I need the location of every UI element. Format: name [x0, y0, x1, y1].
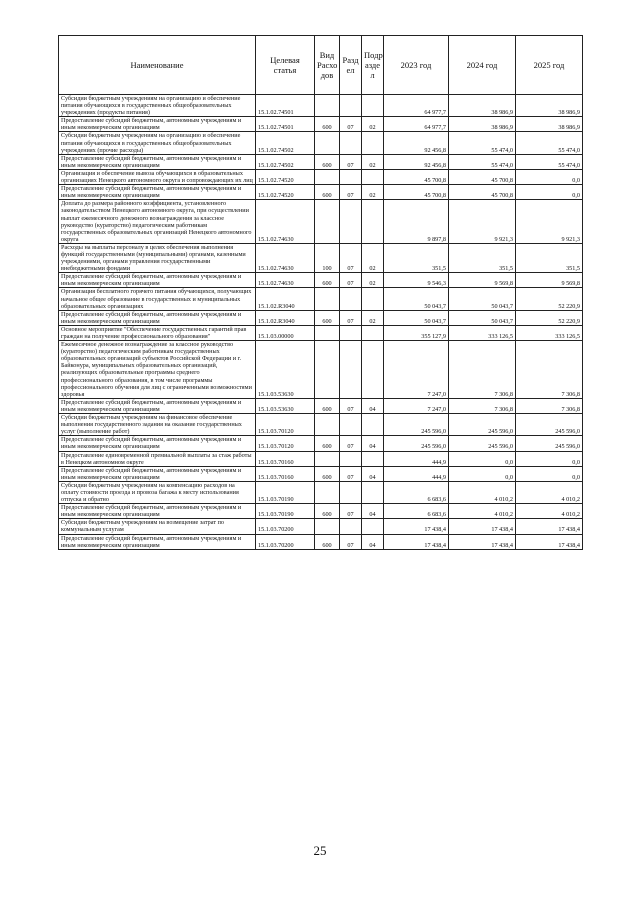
row-section-cell: 07 — [340, 273, 362, 288]
header-year-2025: 2025 год — [516, 36, 583, 95]
row-name-cell: Предоставление субсидий бюджетным, автономным учреждениям и иным некоммерческим организациям — [59, 504, 256, 519]
row-2023-cell: 355 127,9 — [384, 325, 449, 340]
row-section-cell — [340, 519, 362, 534]
row-subsection-cell: 04 — [362, 534, 384, 549]
row-target-article-cell: 15.1.03.70120 — [256, 436, 315, 451]
row-subsection-cell — [362, 451, 384, 466]
row-name-cell: Ежемесячное денежное вознаграждение за классное руководство (кураторство) педагогическим работникам государственных образовательных организаций субъектов Российской Федерации и г. Байконура, муниципальных образовательных организаций, реализующих образовательные программы среднего профессионального образования, в том числе программы профессионального обучения для лиц с ограниченными возможностями здоровья — [59, 341, 256, 399]
row-2023-cell: 17 438,4 — [384, 519, 449, 534]
row-expense-type-cell — [315, 200, 340, 244]
row-2024-cell: 55 474,0 — [449, 132, 516, 154]
row-target-article-cell: 15.1.03.53630 — [256, 341, 315, 399]
row-subsection-cell: 02 — [362, 185, 384, 200]
row-name-cell: Доплата до размера районного коэффициента, установленного законодательством Ненецкого автономного округа, при осуществлении выплат ежемесячного денежного вознаграждения за классное руководство (кураторство) педагогическим работникам государственных образовательных организаций Ненецкого автономного округа — [59, 200, 256, 244]
row-name-cell: Предоставление субсидий бюджетным, автономным учреждениям и иным некоммерческим организациям — [59, 154, 256, 169]
row-2025-cell: 4 010,2 — [516, 481, 583, 503]
page-number: 25 — [313, 843, 327, 858]
row-2025-cell: 9 569,8 — [516, 273, 583, 288]
row-target-article-cell: 15.1.02.74501 — [256, 117, 315, 132]
row-subsection-cell — [362, 95, 384, 117]
row-2023-cell: 64 977,7 — [384, 95, 449, 117]
row-expense-type-cell: 600 — [315, 534, 340, 549]
row-name-cell: Предоставление единовременной премиальной выплаты за стаж работы в Ненецком автономном округе — [59, 451, 256, 466]
row-expense-type-cell — [315, 325, 340, 340]
header-year-2023: 2023 год — [384, 36, 449, 95]
header-name: Наименование — [59, 36, 256, 95]
row-2024-cell: 17 438,4 — [449, 519, 516, 534]
row-section-cell — [340, 95, 362, 117]
row-2025-cell: 4 010,2 — [516, 504, 583, 519]
row-name-cell: Предоставление субсидий бюджетным, автономным учреждениям и иным некоммерческим организациям — [59, 534, 256, 549]
row-2024-cell: 333 126,5 — [449, 325, 516, 340]
row-expense-type-cell: 100 — [315, 243, 340, 272]
row-name-cell: Субсидии бюджетным учреждениям на компенсацию расходов на оплату стоимости проезда и провоза багажа к месту использования отпуска и обратно — [59, 481, 256, 503]
row-subsection-cell: 02 — [362, 273, 384, 288]
row-2023-cell: 50 043,7 — [384, 288, 449, 310]
row-expense-type-cell — [315, 481, 340, 503]
row-2023-cell: 64 977,7 — [384, 117, 449, 132]
row-section-cell — [340, 288, 362, 310]
row-subsection-cell — [362, 132, 384, 154]
table-row — [59, 436, 583, 451]
row-name-cell: Предоставление субсидий бюджетным, автономным учреждениям и иным некоммерческим организациям — [59, 310, 256, 325]
row-2024-cell: 4 010,2 — [449, 504, 516, 519]
row-2023-cell: 92 456,8 — [384, 132, 449, 154]
row-2023-cell: 92 456,8 — [384, 154, 449, 169]
row-subsection-cell — [362, 325, 384, 340]
row-target-article-cell: 15.1.02.R3040 — [256, 310, 315, 325]
row-name-cell: Предоставление субсидий бюджетным, автономным учреждениям и иным некоммерческим организациям — [59, 117, 256, 132]
row-expense-type-cell: 600 — [315, 185, 340, 200]
row-subsection-cell: 02 — [362, 117, 384, 132]
table-row — [59, 519, 583, 534]
row-2025-cell: 52 220,9 — [516, 310, 583, 325]
row-2025-cell: 0,0 — [516, 451, 583, 466]
row-2025-cell: 55 474,0 — [516, 154, 583, 169]
row-expense-type-cell — [315, 414, 340, 436]
header-year-2024: 2024 год — [449, 36, 516, 95]
row-expense-type-cell — [315, 95, 340, 117]
table-row — [59, 325, 583, 340]
row-name-cell: Субсидии бюджетным учреждениям на финансовое обеспечение выполнения государственного задания на оказание государственных услуг (выполнение работ) — [59, 414, 256, 436]
row-2024-cell: 4 010,2 — [449, 481, 516, 503]
budget-table — [58, 35, 583, 550]
row-2025-cell: 7 306,8 — [516, 398, 583, 413]
row-section-cell — [340, 481, 362, 503]
row-section-cell: 07 — [340, 185, 362, 200]
row-expense-type-cell: 600 — [315, 466, 340, 481]
row-2024-cell: 9 921,3 — [449, 200, 516, 244]
row-subsection-cell — [362, 200, 384, 244]
row-2025-cell: 38 986,9 — [516, 95, 583, 117]
row-2023-cell: 45 700,8 — [384, 169, 449, 184]
row-name-cell: Организация и обеспечение вывоза обучающихся в образовательных организациях Ненецкого автономного округа и сопровождающих их лиц — [59, 169, 256, 184]
row-2023-cell: 9 546,3 — [384, 273, 449, 288]
row-expense-type-cell — [315, 451, 340, 466]
row-target-article-cell: 15.1.03.70190 — [256, 504, 315, 519]
table-row — [59, 200, 583, 244]
row-2025-cell: 245 596,0 — [516, 436, 583, 451]
row-2025-cell: 38 986,9 — [516, 117, 583, 132]
row-target-article-cell: 15.1.03.70190 — [256, 481, 315, 503]
header-expense-type: Вид Расхо дов — [315, 36, 340, 95]
table-row — [59, 243, 583, 272]
row-2024-cell: 17 438,4 — [449, 534, 516, 549]
row-section-cell: 07 — [340, 243, 362, 272]
table-row — [59, 466, 583, 481]
row-name-cell: Субсидии бюджетным учреждениям на организацию и обеспечение питания обучающихся в государственных общеобразовательных учреждениях (продукты питания) — [59, 95, 256, 117]
row-subsection-cell: 04 — [362, 466, 384, 481]
row-name-cell: Субсидии бюджетным учреждениям на организацию и обеспечение питания обучающихся в государственных общеобразовательных учреждениях (прочие расходы) — [59, 132, 256, 154]
row-name-cell: Субсидии бюджетным учреждениям на возмещение затрат по коммунальным услугам — [59, 519, 256, 534]
row-2024-cell: 0,0 — [449, 451, 516, 466]
row-expense-type-cell — [315, 169, 340, 184]
row-expense-type-cell: 600 — [315, 398, 340, 413]
row-2023-cell: 50 043,7 — [384, 310, 449, 325]
row-target-article-cell: 15.1.02.74630 — [256, 273, 315, 288]
row-expense-type-cell — [315, 519, 340, 534]
row-name-cell: Организация бесплатного горячего питания обучающихся, получающих начальное общее образование в государственных и муниципальных образовательных организациях — [59, 288, 256, 310]
row-target-article-cell: 15.1.03.53630 — [256, 398, 315, 413]
row-2023-cell: 245 596,0 — [384, 414, 449, 436]
header-subsection: Подр азде л — [362, 36, 384, 95]
table-row — [59, 504, 583, 519]
row-target-article-cell: 15.1.02.74502 — [256, 154, 315, 169]
row-section-cell — [340, 325, 362, 340]
row-name-cell: Предоставление субсидий бюджетным, автономным учреждениям и иным некоммерческим организациям — [59, 466, 256, 481]
row-target-article-cell: 15.1.03.70120 — [256, 414, 315, 436]
row-2025-cell: 0,0 — [516, 185, 583, 200]
row-2025-cell: 17 438,4 — [516, 519, 583, 534]
row-expense-type-cell — [315, 132, 340, 154]
table-row — [59, 534, 583, 549]
table-row — [59, 414, 583, 436]
row-expense-type-cell: 600 — [315, 117, 340, 132]
row-target-article-cell: 15.1.03.70160 — [256, 466, 315, 481]
row-target-article-cell: 15.1.03.70200 — [256, 519, 315, 534]
row-target-article-cell: 15.1.02.74520 — [256, 185, 315, 200]
row-2023-cell: 444,9 — [384, 466, 449, 481]
row-target-article-cell: 15.1.02.74502 — [256, 132, 315, 154]
row-2025-cell: 55 474,0 — [516, 132, 583, 154]
row-name-cell: Предоставление субсидий бюджетным, автономным учреждениям и иным некоммерческим организациям — [59, 273, 256, 288]
row-name-cell: Основное мероприятие "Обеспечение государственных гарантий прав граждан на получение профессионального образования" — [59, 325, 256, 340]
row-target-article-cell: 15.1.02.R3040 — [256, 288, 315, 310]
row-2025-cell: 333 126,5 — [516, 325, 583, 340]
row-name-cell: Предоставление субсидий бюджетным, автономным учреждениям и иным некоммерческим организациям — [59, 398, 256, 413]
row-2023-cell: 9 897,8 — [384, 200, 449, 244]
row-subsection-cell: 02 — [362, 154, 384, 169]
row-target-article-cell: 15.1.02.74630 — [256, 200, 315, 244]
table-row — [59, 117, 583, 132]
row-2024-cell: 245 596,0 — [449, 436, 516, 451]
table-row — [59, 132, 583, 154]
row-subsection-cell: 02 — [362, 243, 384, 272]
row-2024-cell: 0,0 — [449, 466, 516, 481]
row-target-article-cell: 15.1.03.70160 — [256, 451, 315, 466]
row-2023-cell: 7 247,0 — [384, 398, 449, 413]
table-row — [59, 273, 583, 288]
row-name-cell: Предоставление субсидий бюджетным, автономным учреждениям и иным некоммерческим организациям — [59, 185, 256, 200]
row-subsection-cell: 04 — [362, 504, 384, 519]
table-row — [59, 310, 583, 325]
row-2025-cell: 52 220,9 — [516, 288, 583, 310]
row-2023-cell: 444,9 — [384, 451, 449, 466]
row-2024-cell: 55 474,0 — [449, 154, 516, 169]
table-row — [59, 451, 583, 466]
row-2024-cell: 7 306,8 — [449, 398, 516, 413]
row-2024-cell: 38 986,9 — [449, 95, 516, 117]
row-subsection-cell — [362, 481, 384, 503]
row-2023-cell: 45 700,8 — [384, 185, 449, 200]
row-subsection-cell — [362, 519, 384, 534]
row-2024-cell: 50 043,7 — [449, 310, 516, 325]
row-section-cell — [340, 451, 362, 466]
row-2023-cell: 351,5 — [384, 243, 449, 272]
row-section-cell: 07 — [340, 534, 362, 549]
row-2024-cell: 45 700,8 — [449, 185, 516, 200]
row-section-cell — [340, 341, 362, 399]
row-section-cell: 07 — [340, 117, 362, 132]
row-expense-type-cell — [315, 341, 340, 399]
row-section-cell — [340, 200, 362, 244]
row-target-article-cell: 15.1.02.74630 — [256, 243, 315, 272]
table-row — [59, 481, 583, 503]
row-subsection-cell: 04 — [362, 436, 384, 451]
row-2025-cell: 351,5 — [516, 243, 583, 272]
row-2025-cell: 245 596,0 — [516, 414, 583, 436]
row-subsection-cell: 04 — [362, 398, 384, 413]
row-expense-type-cell: 600 — [315, 436, 340, 451]
table-row — [59, 154, 583, 169]
row-2025-cell: 0,0 — [516, 169, 583, 184]
row-2023-cell: 7 247,0 — [384, 341, 449, 399]
table-row — [59, 169, 583, 184]
row-target-article-cell: 15.1.02.74501 — [256, 95, 315, 117]
row-section-cell — [340, 132, 362, 154]
row-2023-cell: 245 596,0 — [384, 436, 449, 451]
row-2024-cell: 7 306,8 — [449, 341, 516, 399]
row-subsection-cell — [362, 341, 384, 399]
row-name-cell: Предоставление субсидий бюджетным, автономным учреждениям и иным некоммерческим организациям — [59, 436, 256, 451]
row-2025-cell: 17 438,4 — [516, 534, 583, 549]
row-subsection-cell — [362, 288, 384, 310]
row-subsection-cell — [362, 169, 384, 184]
row-expense-type-cell: 600 — [315, 310, 340, 325]
row-2023-cell: 17 438,4 — [384, 534, 449, 549]
row-expense-type-cell: 600 — [315, 504, 340, 519]
header-target-article: Целевая статья — [256, 36, 315, 95]
row-2024-cell: 50 043,7 — [449, 288, 516, 310]
row-section-cell: 07 — [340, 398, 362, 413]
table-row — [59, 95, 583, 117]
row-target-article-cell: 15.1.03.70200 — [256, 534, 315, 549]
row-section-cell — [340, 414, 362, 436]
row-target-article-cell: 15.1.03.00000 — [256, 325, 315, 340]
table-row — [59, 341, 583, 399]
row-2024-cell: 351,5 — [449, 243, 516, 272]
table-header-row — [59, 36, 583, 95]
row-section-cell: 07 — [340, 310, 362, 325]
row-target-article-cell: 15.1.02.74520 — [256, 169, 315, 184]
row-section-cell: 07 — [340, 504, 362, 519]
row-expense-type-cell: 600 — [315, 154, 340, 169]
row-2024-cell: 245 596,0 — [449, 414, 516, 436]
row-expense-type-cell — [315, 288, 340, 310]
row-name-cell: Расходы на выплаты персоналу в целях обеспечения выполнения функций государственными (муниципальными) органами, казенными учреждениями, органами управления государственными внебюджетными фондами — [59, 243, 256, 272]
row-section-cell: 07 — [340, 436, 362, 451]
row-expense-type-cell: 600 — [315, 273, 340, 288]
row-section-cell — [340, 169, 362, 184]
row-section-cell: 07 — [340, 466, 362, 481]
header-section: Разд ел — [340, 36, 362, 95]
row-subsection-cell — [362, 414, 384, 436]
row-2024-cell: 38 986,9 — [449, 117, 516, 132]
row-subsection-cell: 02 — [362, 310, 384, 325]
table-row — [59, 185, 583, 200]
row-2024-cell: 45 700,8 — [449, 169, 516, 184]
row-2024-cell: 9 569,8 — [449, 273, 516, 288]
row-2025-cell: 9 921,3 — [516, 200, 583, 244]
row-2023-cell: 6 683,6 — [384, 481, 449, 503]
table-row — [59, 288, 583, 310]
row-section-cell: 07 — [340, 154, 362, 169]
table-row — [59, 398, 583, 413]
row-2023-cell: 6 683,6 — [384, 504, 449, 519]
row-2025-cell: 7 306,8 — [516, 341, 583, 399]
row-2025-cell: 0,0 — [516, 466, 583, 481]
